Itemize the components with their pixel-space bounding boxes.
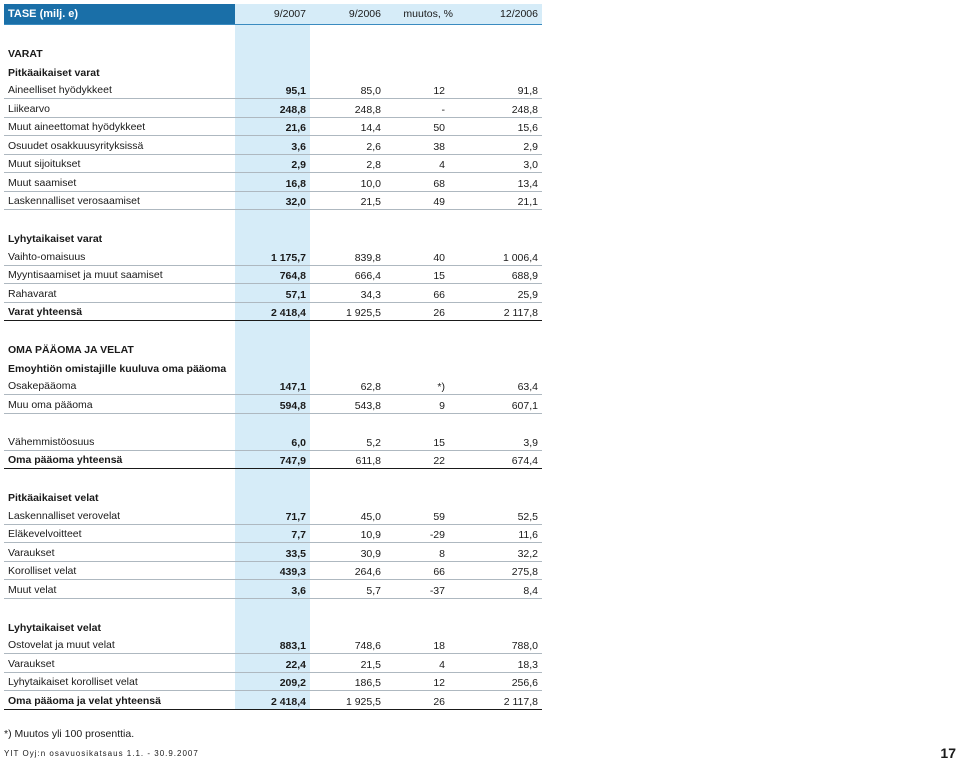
table-row	[4, 432, 542, 451]
cell-9-2006: 264,6	[354, 566, 381, 578]
cell-12-2006: 1 006,4	[502, 251, 538, 264]
section-heading	[4, 617, 542, 636]
cell-12-2006: 788,0	[511, 640, 538, 652]
table-row	[4, 266, 542, 285]
cell-9-2006: 748,6	[354, 640, 381, 652]
row-label: Muut sijoitukset	[8, 158, 81, 170]
cell-12-2006: 21,1	[517, 196, 538, 208]
table-title: TASE (milj. e)	[4, 4, 235, 24]
row-label: Eläkevelvoitteet	[8, 528, 82, 540]
table-row	[4, 81, 542, 100]
row-label: Muu oma pääoma	[8, 398, 93, 411]
cell-12-2006: 11,6	[518, 529, 538, 541]
cell-9-2007: 1 175,7	[270, 251, 306, 264]
page-footer: YIT Oyj:n osavuosikatsaus 1.1. - 30.9.2007	[4, 749, 199, 758]
cell-9-2007: 22,4	[285, 658, 306, 671]
cell-12-2006: 8,4	[523, 584, 538, 597]
cell-change-pct: 40	[433, 251, 445, 264]
row-label: Vähemmistöosuus	[8, 435, 95, 448]
cell-9-2007: 2 418,4	[270, 695, 306, 708]
row-label: Varat yhteensä	[8, 306, 83, 318]
cell-9-2007: 3,6	[291, 140, 306, 153]
cell-9-2006: 10,9	[360, 529, 381, 541]
row-label: Pitkäaikaiset velat	[8, 492, 99, 504]
cell-change-pct: -29	[429, 529, 445, 541]
row-label: Lyhytaikaiset velat	[8, 621, 101, 634]
cell-change-pct: 50	[433, 122, 445, 134]
row-label: OMA PÄÄOMA JA VELAT	[8, 344, 134, 356]
cell-9-2007: 2,9	[291, 159, 306, 171]
cell-12-2006: 91,8	[517, 85, 538, 97]
cell-change-pct: 15	[433, 270, 445, 282]
cell-change-pct: 26	[433, 695, 445, 708]
cell-9-2007: 32,0	[285, 196, 306, 208]
table-row	[4, 543, 542, 562]
cell-change-pct: 66	[433, 566, 445, 578]
row-label: Osakepääoma	[8, 380, 77, 392]
table-row	[4, 654, 542, 673]
table-row	[4, 673, 542, 692]
table-row	[4, 525, 542, 544]
cell-12-2006: 256,6	[511, 677, 538, 689]
row-label: Pitkäaikaiset varat	[8, 66, 100, 79]
table-row	[4, 99, 542, 118]
cell-change-pct: -	[441, 103, 445, 116]
table-row	[4, 247, 542, 266]
cell-change-pct: 12	[433, 677, 445, 689]
cell-9-2006: 34,3	[360, 288, 381, 301]
cell-9-2006: 62,8	[360, 381, 381, 393]
row-label: Muut saamiset	[8, 176, 77, 189]
cell-12-2006: 32,2	[517, 547, 538, 560]
cell-change-pct: 59	[433, 510, 445, 523]
cell-12-2006: 688,9	[511, 270, 538, 282]
total-row	[4, 303, 542, 322]
cell-9-2006: 21,5	[360, 658, 381, 671]
cell-change-pct: 15	[433, 436, 445, 449]
cell-9-2007: 71,7	[285, 510, 306, 523]
page-number: 17	[940, 745, 956, 761]
cell-12-2006: 3,9	[523, 436, 538, 449]
cell-9-2007: 747,9	[279, 455, 306, 467]
cell-9-2007: 57,1	[285, 288, 306, 301]
cell-9-2006: 14,4	[360, 122, 381, 134]
row-label: Vaihto-omaisuus	[8, 250, 86, 263]
cell-9-2006: 543,8	[354, 399, 381, 412]
cell-9-2006: 666,4	[354, 270, 381, 282]
cell-9-2006: 85,0	[360, 85, 381, 97]
cell-12-2006: 248,8	[511, 103, 538, 116]
table-row	[4, 580, 542, 599]
cell-12-2006: 15,6	[517, 122, 538, 134]
row-label: Lyhytaikaiset varat	[8, 233, 103, 245]
cell-12-2006: 18,3	[517, 658, 538, 671]
row-label: Oma pääoma ja velat yhteensä	[8, 694, 161, 707]
cell-change-pct: 4	[439, 159, 445, 171]
col-header-9-2007: 9/2007	[273, 8, 306, 20]
row-label: Aineelliset hyödykkeet	[8, 84, 112, 96]
cell-9-2006: 45,0	[360, 510, 381, 523]
table-row	[4, 136, 542, 155]
cell-9-2007: 6,0	[291, 436, 306, 449]
row-label: Varaukset	[8, 657, 55, 670]
cell-12-2006: 63,4	[517, 381, 538, 393]
col-header-12-2006: 12/2006	[500, 8, 538, 20]
cell-12-2006: 2,9	[523, 140, 538, 153]
table-row	[4, 562, 542, 581]
cell-change-pct: 49	[433, 196, 445, 208]
cell-9-2007: 33,5	[285, 547, 306, 560]
row-label: Myyntisaamiset ja muut saamiset	[8, 269, 163, 281]
cell-change-pct: 22	[433, 455, 445, 467]
row-label: Korolliset velat	[8, 565, 77, 577]
footnote: *) Muutos yli 100 prosenttia.	[4, 728, 135, 740]
cell-9-2007: 3,6	[291, 584, 306, 597]
row-label: Oma pääoma yhteensä	[8, 454, 123, 466]
row-label: Laskennalliset verovelat	[8, 509, 121, 522]
cell-change-pct: 18	[433, 640, 445, 652]
cell-9-2006: 611,8	[355, 455, 381, 467]
cell-9-2007: 209,2	[279, 677, 306, 689]
section-heading	[4, 229, 542, 248]
cell-change-pct: 38	[433, 140, 445, 153]
cell-12-2006: 2 117,8	[503, 307, 538, 319]
table-row	[4, 506, 542, 525]
cell-9-2007: 16,8	[285, 177, 306, 190]
cell-9-2006: 30,9	[360, 547, 381, 560]
section-heading	[4, 340, 542, 359]
cell-9-2006: 2,6	[366, 140, 381, 153]
table-row	[4, 118, 542, 137]
table-row	[4, 192, 542, 211]
row-label: Laskennalliset verosaamiset	[8, 195, 140, 207]
cell-12-2006: 2 117,8	[503, 695, 538, 708]
row-label: Ostovelat ja muut velat	[8, 639, 115, 651]
table-row	[4, 636, 542, 655]
cell-change-pct: 26	[433, 307, 445, 319]
table-row	[4, 395, 542, 414]
cell-9-2007: 2 418,4	[270, 307, 306, 319]
cell-9-2006: 248,8	[354, 103, 381, 116]
table-row	[4, 173, 542, 192]
row-label: Lyhytaikaiset korolliset velat	[8, 676, 138, 688]
cell-9-2006: 186,5	[354, 677, 381, 689]
cell-9-2006: 5,2	[366, 436, 381, 449]
cell-change-pct: 8	[439, 547, 445, 560]
cell-change-pct: 68	[433, 177, 445, 190]
row-label: VARAT	[8, 48, 43, 60]
cell-9-2006: 10,0	[360, 177, 381, 190]
cell-9-2007: 21,6	[285, 122, 306, 134]
row-label: Osuudet osakkuusyrityksissä	[8, 139, 144, 152]
balance-sheet-table	[4, 4, 542, 710]
cell-change-pct: 9	[439, 399, 445, 412]
cell-9-2006: 839,8	[354, 251, 381, 264]
cell-9-2006: 21,5	[360, 196, 381, 208]
table-row	[4, 284, 542, 303]
section-heading	[4, 62, 542, 81]
cell-9-2006: 1 925,5	[345, 307, 381, 319]
cell-12-2006: 25,9	[517, 288, 538, 301]
section-heading	[4, 488, 542, 507]
col-header-change: muutos, %	[403, 8, 453, 20]
cell-12-2006: 3,0	[523, 159, 538, 171]
total-row	[4, 451, 542, 470]
row-label: Liikearvo	[8, 102, 51, 115]
row-label: Rahavarat	[8, 287, 57, 300]
cell-12-2006: 674,4	[511, 455, 538, 467]
cell-change-pct: -37	[429, 584, 445, 597]
section-heading	[4, 44, 542, 63]
table-row	[4, 377, 542, 396]
cell-change-pct: 12	[433, 85, 445, 97]
cell-9-2007: 594,8	[279, 399, 306, 412]
cell-9-2007: 883,1	[279, 640, 306, 652]
cell-12-2006: 607,1	[511, 399, 538, 412]
row-label: Muut aineettomat hyödykkeet	[8, 121, 146, 133]
cell-9-2006: 5,7	[366, 584, 381, 597]
cell-9-2007: 7,7	[291, 529, 306, 541]
cell-change-pct: 66	[433, 288, 445, 301]
row-label: Varaukset	[8, 546, 55, 559]
cell-change-pct: *)	[437, 381, 445, 393]
cell-9-2006: 1 925,5	[345, 695, 381, 708]
cell-12-2006: 52,5	[517, 510, 538, 523]
cell-9-2007: 147,1	[279, 381, 306, 393]
cell-9-2007: 248,8	[279, 103, 306, 116]
cell-9-2007: 439,3	[279, 566, 306, 578]
table-row	[4, 155, 542, 174]
col-header-9-2006: 9/2006	[348, 8, 381, 20]
row-label: Muut velat	[8, 583, 57, 596]
cell-12-2006: 275,8	[511, 566, 538, 578]
total-row	[4, 691, 542, 710]
cell-change-pct: 4	[439, 658, 445, 671]
section-heading	[4, 358, 542, 377]
cell-9-2006: 2,8	[366, 159, 381, 171]
table-header	[4, 4, 542, 25]
row-label: Emoyhtiön omistajille kuuluva oma pääoma	[8, 362, 227, 375]
cell-9-2007: 95,1	[285, 85, 306, 97]
cell-12-2006: 13,4	[517, 177, 538, 190]
cell-9-2007: 764,8	[279, 270, 306, 282]
